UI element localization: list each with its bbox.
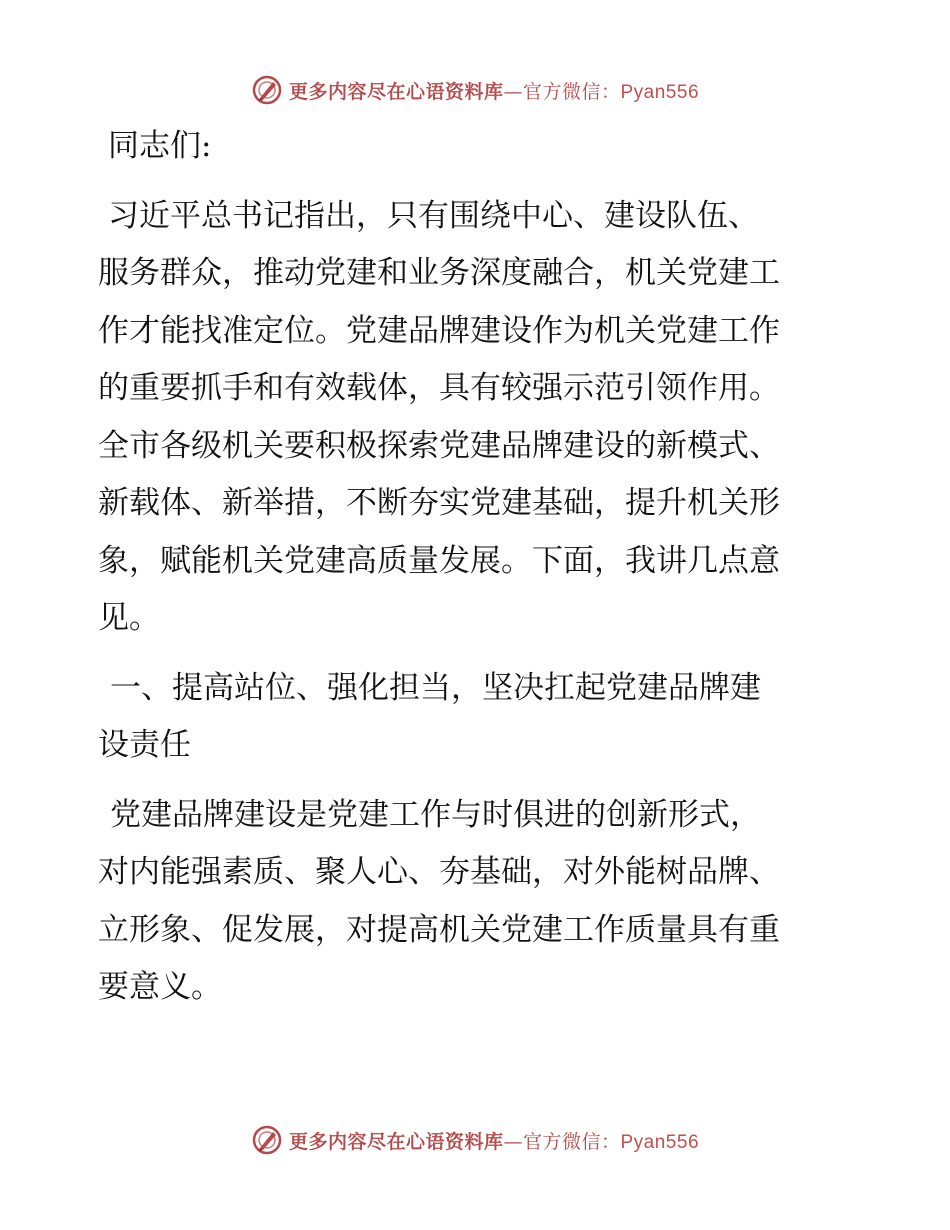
paragraph-section-1: 党建品牌建设是党建工作与时俱进的创新形式， 对内能强素质、聚人心、夯基础，对外能树品牌、 立形象、促发展，对提高机关党建工作质量具有重 要意义。 — [98, 796, 780, 1005]
section-heading-1: 一、提高站位、强化担当，坚决扛起党建品牌建 设责任 — [98, 669, 761, 763]
watermark-text: 更多内容尽在心语资料库—官方微信：Pyan556 — [288, 1130, 700, 1153]
paragraph-intro: 习近平总书记指出，只有围绕中心、建设队伍、 服务群众，推动党建和业务深度融合，机关党建工 作才能找准定位。党建品牌建设作为机关党建工作 的重要抓手和有效载体，具有较强示范引领作用。 全市各级机关要积极探索党建品牌建设的新模式、 新载体、新举措，不断夯实党建基础，提升机关形 象，赋能机关党建高质量发展。下面，我讲几点意 见。 — [98, 197, 780, 636]
header-watermark — [0, 70, 950, 110]
document-body — [98, 118, 858, 1017]
watermark-text: 更多内容尽在心语资料库—官方微信：Pyan556 — [288, 80, 700, 103]
pen-logo-icon — [251, 74, 283, 106]
salutation: 同志们: — [108, 128, 212, 164]
footer-watermark — [0, 1120, 950, 1160]
pen-logo-icon — [251, 1124, 283, 1156]
